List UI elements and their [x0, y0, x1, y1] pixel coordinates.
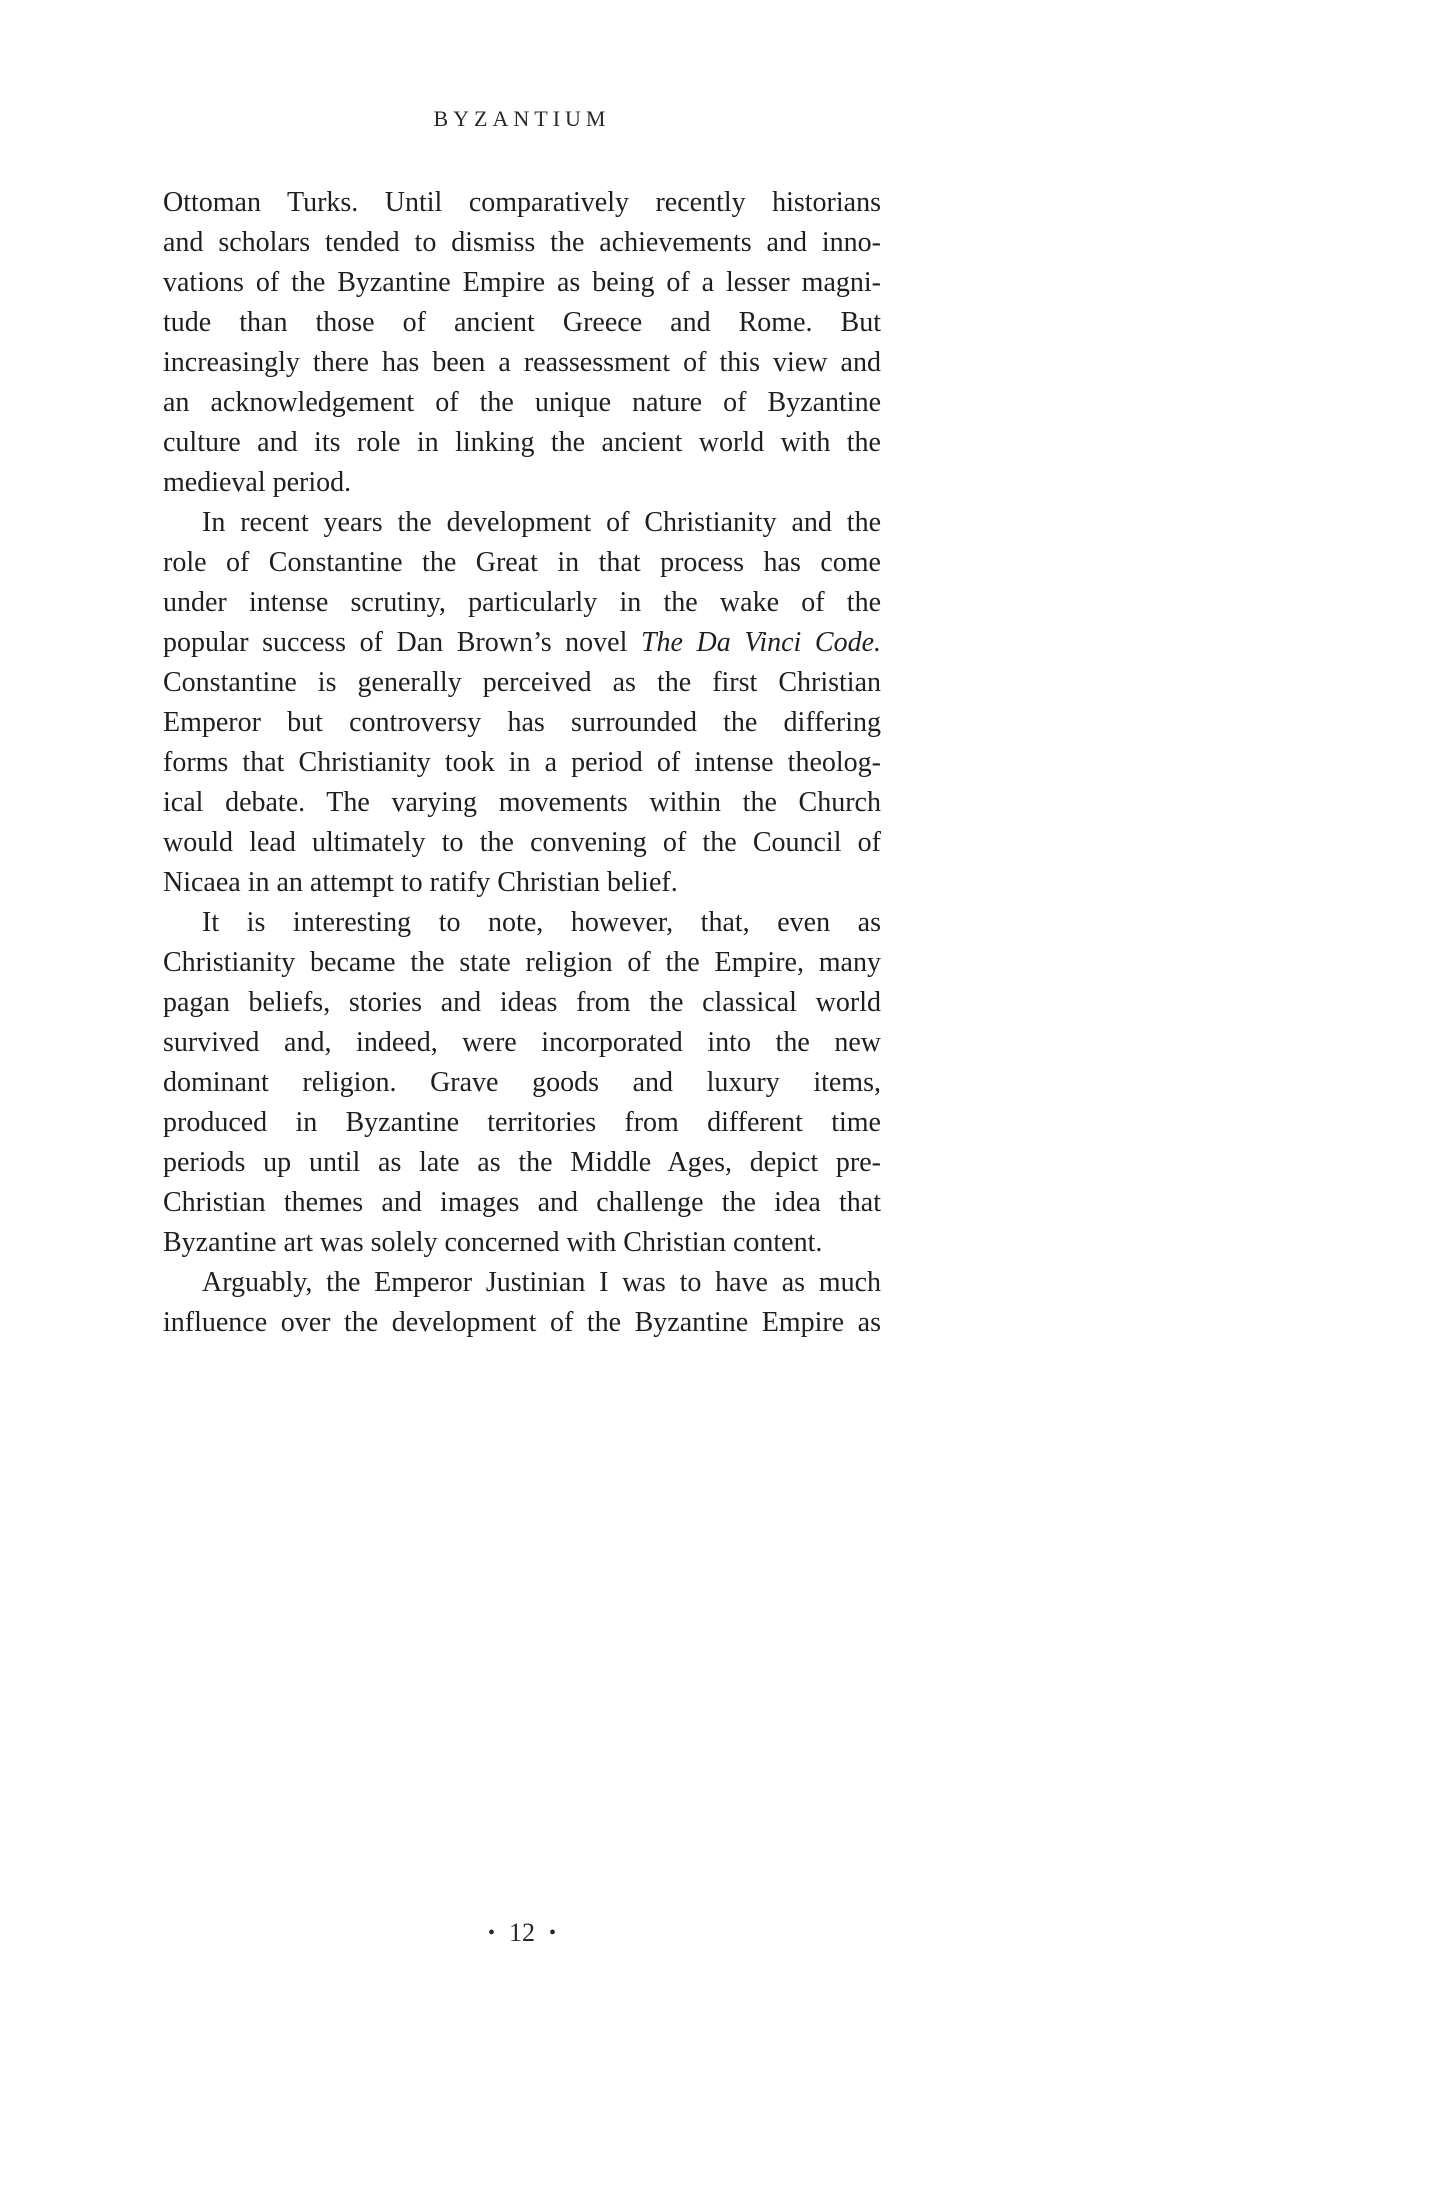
page-footer [163, 1918, 881, 1948]
text-line: Ottoman Turks. Until comparatively recently historians [163, 187, 881, 218]
text-line: Emperor but controversy has surrounded the differing [163, 707, 881, 738]
text-line: Christian themes and images and challenge the idea that [163, 1187, 881, 1218]
text-line: periods up until as late as the Middle Ages, depict pre- [163, 1147, 881, 1178]
text-line: medieval period. [163, 467, 352, 498]
text-line: It is interesting to note, however, that, even as [202, 907, 881, 938]
text-line: ical debate. The varying movements within the Church [163, 787, 881, 818]
paragraph-2 [163, 503, 881, 903]
text-line: tude than those of ancient Greece and Rome. But [163, 307, 881, 338]
text-line-with-book-title [163, 623, 881, 663]
paragraph-1 [163, 183, 881, 503]
text-line: pagan beliefs, stories and ideas from the classical world [163, 987, 881, 1018]
text-line: increasingly there has been a reassessment of this view and [163, 347, 881, 378]
running-header: BYZANTIUM [433, 106, 611, 131]
text-line: culture and its role in linking the ancient world with the [163, 427, 881, 458]
paragraph-4 [163, 1263, 881, 1343]
text-line: produced in Byzantine territories from different time [163, 1107, 881, 1138]
book-title-italic: The Da Vinci Code. [640, 627, 881, 658]
text-line: role of Constantine the Great in that process has come [163, 547, 881, 578]
body-text [163, 183, 881, 1343]
page-number: 12 [509, 1918, 535, 1947]
text-line: would lead ultimately to the convening of the Council of [163, 827, 881, 858]
text-line: an acknowledgement of the unique nature of Byzantine [163, 387, 881, 418]
footer-bullet-right: • [549, 1922, 557, 1944]
text-line: Constantine is generally perceived as the first Christian [163, 667, 881, 698]
text-line: dominant religion. Grave goods and luxury items, [163, 1067, 881, 1098]
text-line: survived and, indeed, were incorporated into the new [163, 1027, 881, 1058]
book-page [163, 0, 881, 2188]
text-line: forms that Christianity took in a period of intense theolog- [163, 747, 881, 778]
paragraph-3 [163, 903, 881, 1263]
footer-bullet-left: • [487, 1922, 495, 1944]
text-line: In recent years the development of Christianity and the [202, 507, 881, 538]
text-line: Christianity became the state religion of the Empire, many [163, 947, 881, 978]
text-line: under intense scrutiny, particularly in the wake of the [163, 587, 881, 618]
text-line: Nicaea in an attempt to ratify Christian belief. [163, 867, 678, 898]
text-line: vations of the Byzantine Empire as being of a lesser magni- [163, 267, 881, 298]
text-line: and scholars tended to dismiss the achievements and inno- [163, 227, 881, 258]
text-line: Byzantine art was solely concerned with Christian content. [163, 1227, 823, 1258]
text-line: influence over the development of the Byzantine Empire as [163, 1307, 881, 1338]
text-segment: popular success of Dan Brown’s novel [163, 627, 641, 658]
text-line: Arguably, the Emperor Justinian I was to have as much [202, 1267, 881, 1298]
